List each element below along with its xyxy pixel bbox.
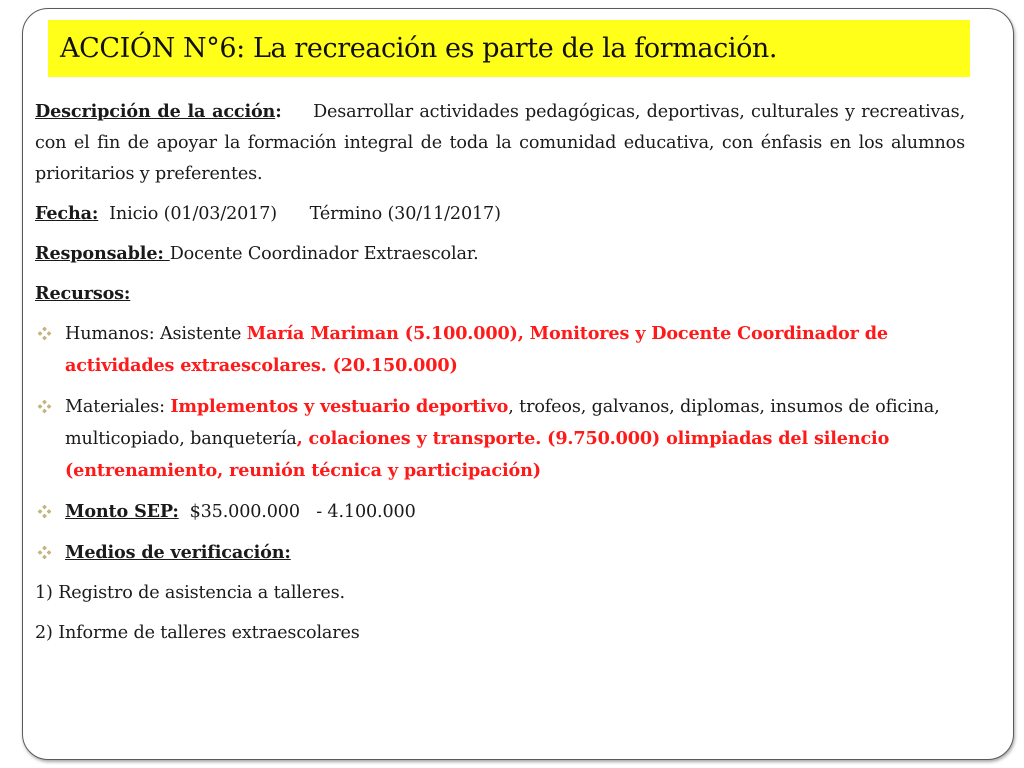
materiales-highlight-1: Implementos y vestuario deportivo bbox=[170, 396, 509, 417]
diamond-bullet-icon bbox=[37, 326, 52, 341]
title-bar bbox=[48, 20, 970, 77]
humanos-prefix: Humanos: Asistente bbox=[65, 324, 247, 344]
fecha-inicio: Inicio (01/03/2017) bbox=[109, 204, 277, 224]
bullet-monto bbox=[35, 496, 965, 528]
responsable-label: Responsable: bbox=[35, 243, 170, 264]
humanos-highlight: María Mariman (5.100.000), Monitores y Docente Coordinador de actividades extraescolares. (20.150.000) bbox=[65, 323, 888, 376]
diamond-bullet-icon bbox=[37, 399, 52, 414]
fecha-termino: Término (30/11/2017) bbox=[309, 204, 501, 224]
responsable-line bbox=[35, 238, 965, 269]
bullet-verificacion bbox=[35, 537, 965, 569]
fecha-label: Fecha: bbox=[35, 203, 99, 224]
verificacion-item: 1) Registro de asistencia a talleres. bbox=[35, 583, 345, 603]
description-text: Desarrollar actividades pedagógicas, deportivas, culturales y recreativas, con el fin de apoyar la formación integral de toda la comunidad educativa, con énfasis en los alumnos prioritarios y preferentes. bbox=[35, 102, 966, 184]
description-colon: : bbox=[275, 101, 282, 122]
recursos-label: Recursos: bbox=[35, 283, 131, 304]
monto-value: $35.000.000 - 4.100.000 bbox=[189, 502, 416, 522]
materiales-prefix: Materiales: bbox=[65, 397, 171, 417]
monto-label: Monto SEP: bbox=[65, 501, 179, 522]
slide-content bbox=[35, 96, 965, 649]
verificacion-label: Medios de verificación: bbox=[65, 542, 291, 563]
verificacion-item: 2) Informe de talleres extraescolares bbox=[35, 623, 360, 643]
recursos-line bbox=[35, 278, 965, 309]
description-paragraph bbox=[35, 96, 965, 190]
bullet-humanos bbox=[35, 318, 965, 382]
page-title: ACCIÓN N°6: La recreación es parte de la formación. bbox=[60, 33, 778, 64]
diamond-bullet-icon bbox=[37, 504, 52, 519]
diamond-bullet-icon bbox=[37, 545, 52, 560]
responsable-value: Docente Coordinador Extraescolar. bbox=[169, 244, 479, 264]
description-label: Descripción de la acción bbox=[35, 101, 276, 122]
bullet-materiales bbox=[35, 391, 965, 487]
fecha-line bbox=[35, 198, 965, 229]
materiales-highlight-2: , colaciones y transporte. (9.750.000) olimpiadas del silencio (entrenamiento, reunión técnica y participación) bbox=[65, 428, 890, 481]
materiales-middle: , trofeos, galvanos, diplomas, insumos de oficina, multicopiado, banquetería bbox=[65, 397, 940, 449]
